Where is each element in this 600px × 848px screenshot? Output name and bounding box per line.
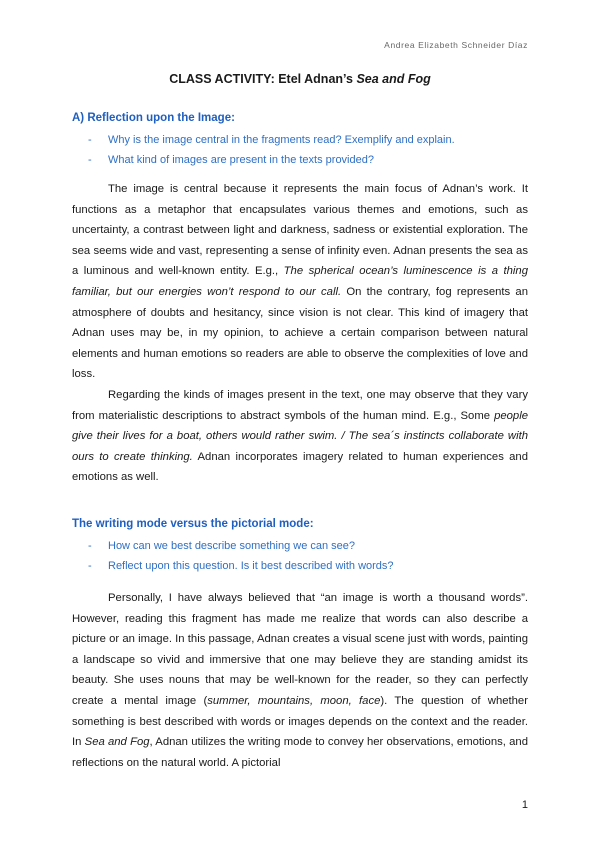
question-text: Why is the image central in the fragments read? Exemplify and explain. (108, 134, 455, 146)
page-number: 1 (521, 799, 528, 811)
quotation: The spherical ocean’s luminescence is a thing familiar, but our energies won’t respond to our call. (72, 265, 528, 298)
paragraph (72, 385, 528, 488)
work-title: Sea and Fog (84, 736, 150, 749)
section-b-questions (72, 536, 528, 576)
paragraph-text: , Adnan utilizes the writing mode to convey her observations, emotions, and reflections on the natural world. A pictorial (72, 736, 528, 769)
question-text: How can we best describe something we can see? (108, 540, 356, 552)
paragraph-text: Personally, I have always believed that “an image is worth a thousand words”. However, reading this fragment has made me realize that words can also describe a picture or an image. In this passage, Adnan creates a visual scene just with words, painting a landscape so vivid and immersive that one may believe they are standing amidst its beauty. She uses nouns that may be well-known for the reader, so they can perfectly create a mental image ( (72, 592, 528, 707)
list-item: - Reflect upon this question. Is it best described with words? (88, 560, 394, 572)
paragraph-text: Regarding the kinds of images present in the text, one may observe that they vary from materialistic descriptions to abstract symbols of the human mind. E.g., Some (72, 388, 528, 422)
page-title (0, 72, 600, 86)
paragraph-text: ). The question of whether something is best described with words or images depends on the context and the reader. In (72, 694, 528, 749)
paragraph-text: The image is central because it represents the main focus of Adnan’s work. It functions as a metaphor that encapsulates various themes and emotions, such as uncertainty, a contrast between light and darkness, sadness or existential exploration. The sea seems wide and vast, representing a sense of infinity even. Adnan presents the sea as a luminous and well-known entity. E.g., (72, 183, 528, 278)
paragraph-text: Adnan incorporates imagery related to human experiences and emotions as well. (72, 450, 529, 484)
paragraph (72, 588, 528, 773)
title-work: Sea and Fog (356, 72, 431, 86)
section-b-heading: The writing mode versus the pictorial mode: (72, 518, 314, 530)
section-a-questions (72, 130, 528, 170)
list-item: - What kind of images are present in the texts provided? (88, 154, 374, 166)
author-name: Andrea Elizabeth Schneider Díaz (384, 40, 528, 50)
paragraph (72, 179, 528, 385)
list-item: - How can we best describe something we can see? (88, 540, 356, 552)
section-reflection-image (72, 112, 528, 488)
title-prefix: CLASS ACTIVITY: Etel Adnan’s (169, 72, 357, 86)
section-a-heading: A) Reflection upon the Image: (72, 112, 235, 124)
quotation: summer, mountains, moon, face (207, 694, 381, 707)
question-text: Reflect upon this question. Is it best described with words? (108, 560, 394, 572)
list-item: - Why is the image central in the fragments read? Exemplify and explain. (88, 134, 455, 146)
quotation: people give their lives for a boat, others would rather swim. / The sea´s instincts collaborate with ours to create thinking. (72, 409, 528, 463)
question-text: What kind of images are present in the texts provided? (108, 154, 374, 166)
section-writing-vs-pictorial (72, 518, 528, 773)
paragraph-text: On the contrary, fog represents an atmosphere of doubts and hesitancy, since vision is not clear. This kind of imagery that Adnan uses may be, in my opinion, to achieve a certain comparison between natural elements and human emotions so readers are able to observe the complexities of love and loss. (72, 285, 528, 381)
